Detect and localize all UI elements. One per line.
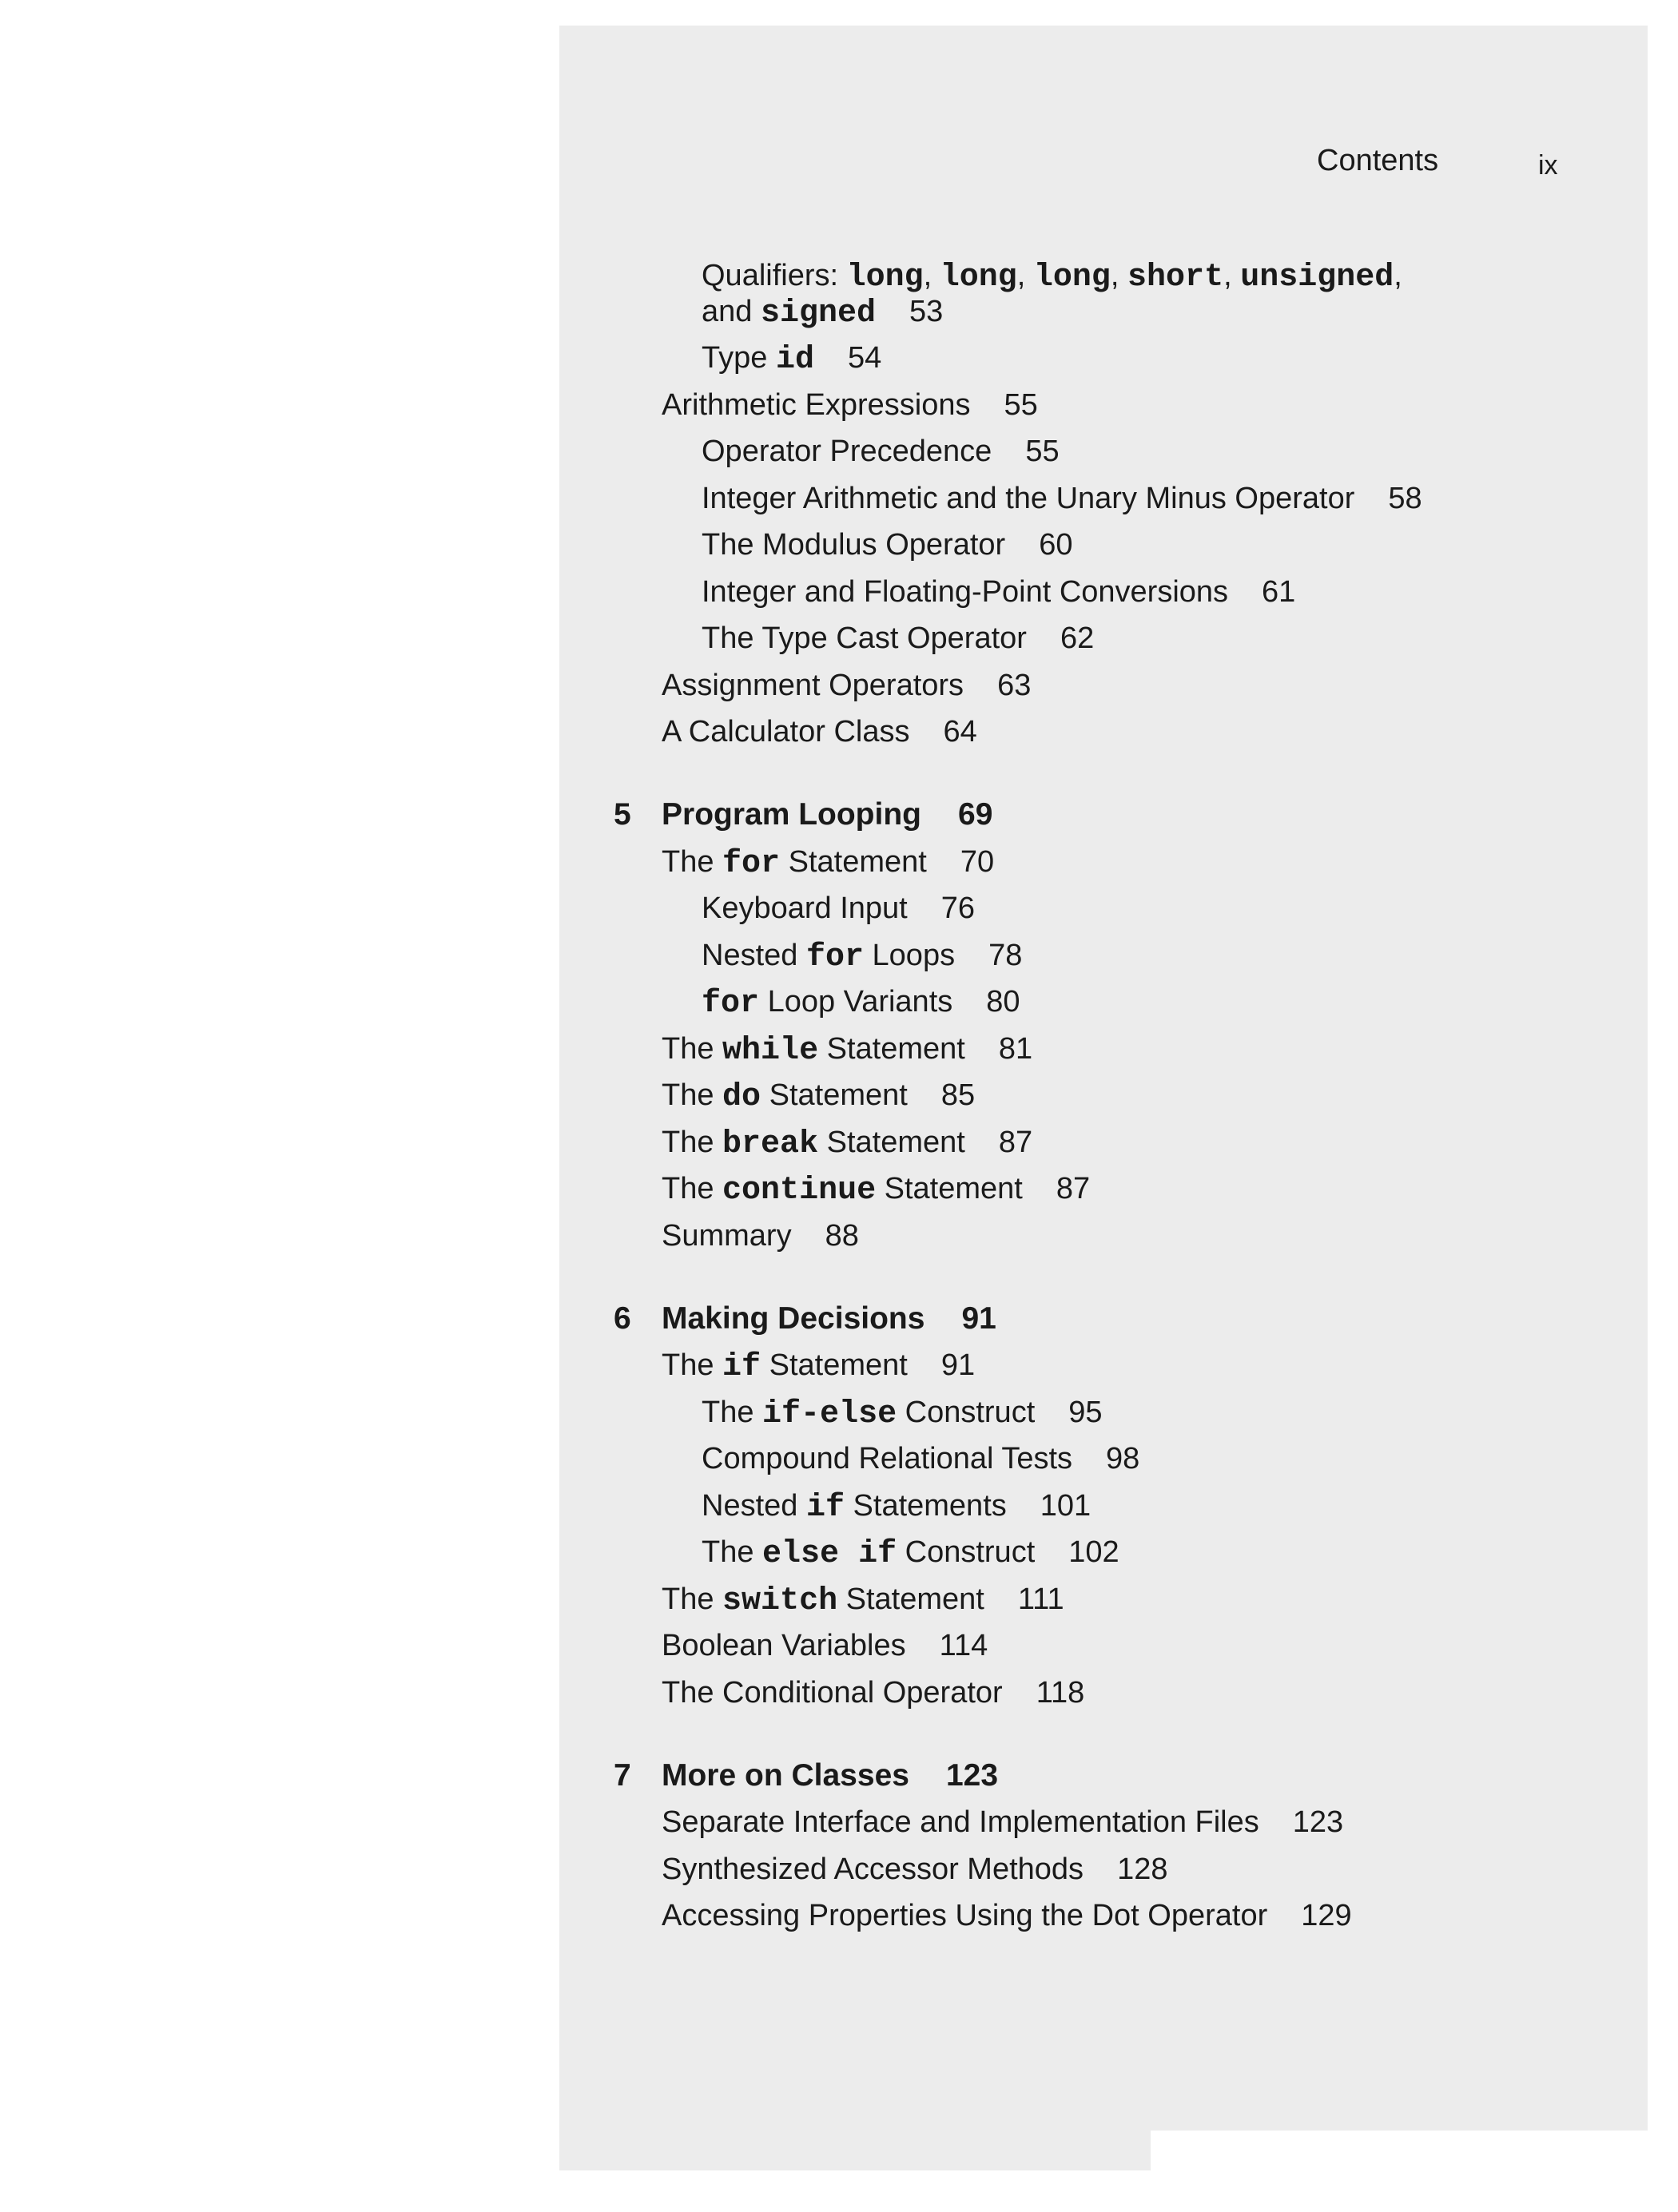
toc-entry-type-cast-operator: The Type Cast Operator 62 [702, 622, 1095, 655]
toc-entry-arithmetic-expressions: Arithmetic Expressions 55 [662, 388, 1038, 422]
toc-entry-modulus-operator: The Modulus Operator 60 [702, 528, 1073, 562]
page-ref: 70 [960, 845, 995, 879]
toc-entry-else-if-construct: The else if Construct 102 [702, 1535, 1119, 1572]
chapter-heading-7 [614, 1757, 999, 1794]
toc-entry-summary: Summary 88 [662, 1219, 859, 1253]
toc-entry-qualifiers-line2: and signed 53 [702, 295, 944, 332]
toc-entry-break-statement: The break Statement 87 [662, 1126, 1033, 1162]
page-ref: 78 [988, 939, 1023, 972]
page-edge-cutout [1151, 2131, 1678, 2212]
page-ref: 76 [940, 892, 976, 925]
toc-entry-for-statement: The for Statement 70 [662, 845, 995, 882]
chapter-number: 6 [614, 1301, 631, 1336]
page-ref: 55 [1004, 388, 1038, 422]
toc-entry-continue-statement: The continue Statement 87 [662, 1172, 1091, 1209]
toc-entry-for-loop-variants: for Loop Variants 80 [702, 985, 1020, 1022]
toc-entry-while-statement: The while Statement 81 [662, 1032, 1033, 1069]
chapter-heading-6 [614, 1301, 996, 1337]
toc-entry-do-statement: The do Statement 85 [662, 1078, 976, 1115]
page-ref: 101 [1040, 1489, 1091, 1523]
chapter-title: Making Decisions [662, 1301, 925, 1336]
page-ref: 123 [945, 1758, 999, 1793]
page-ref: 123 [1292, 1805, 1344, 1839]
chapter-number: 5 [614, 797, 631, 832]
page-ref: 80 [986, 985, 1020, 1019]
page-ref: 54 [847, 341, 882, 375]
toc-entry-keyboard-input: Keyboard Input 76 [702, 892, 976, 925]
toc-entry-nested-for-loops: Nested for Loops 78 [702, 939, 1023, 975]
page-ref: 91 [940, 1348, 976, 1382]
page-ref: 55 [1025, 435, 1060, 468]
page-ref: 95 [1068, 1396, 1103, 1429]
page-ref: 87 [998, 1126, 1033, 1159]
chapter-title: Program Looping [662, 797, 921, 832]
toc-entry-compound-relational: Compound Relational Tests 98 [702, 1442, 1140, 1475]
toc-entry-switch-statement: The switch Statement 111 [662, 1583, 1064, 1619]
page-ref: 129 [1301, 1899, 1352, 1932]
toc-entry-synthesized-accessor: Synthesized Accessor Methods 128 [662, 1853, 1168, 1886]
toc-entry-type-id: Type id 54 [702, 341, 882, 378]
page-ref: 58 [1388, 482, 1422, 515]
toc-entry-operator-precedence: Operator Precedence 55 [702, 435, 1060, 468]
page-ref: 111 [1017, 1583, 1064, 1616]
page-ref: 69 [958, 797, 993, 832]
page-number: ix [1538, 150, 1558, 181]
page-ref: 61 [1262, 575, 1296, 609]
page-ref: 81 [998, 1032, 1033, 1066]
toc-entry-qualifiers-line1: Qualifiers: long, long, long, short, unsigned, [702, 259, 1402, 296]
toc-entry-conditional-operator: The Conditional Operator 118 [662, 1676, 1085, 1710]
chapter-title: More on Classes [662, 1758, 909, 1793]
page-ref: 91 [961, 1301, 996, 1336]
page-ref: 85 [940, 1078, 976, 1112]
toc-entry-assignment-operators: Assignment Operators 63 [662, 669, 1032, 702]
page-ref: 98 [1106, 1442, 1140, 1475]
toc-entry-int-float-conversions: Integer and Floating-Point Conversions 61 [702, 575, 1296, 609]
chapter-heading-5 [614, 796, 993, 833]
toc-entry-integer-arithmetic: Integer Arithmetic and the Unary Minus Operator 58 [702, 482, 1422, 515]
toc-entry-if-statement: The if Statement 91 [662, 1348, 976, 1385]
page-ref: 64 [943, 715, 977, 749]
page-ref: 114 [939, 1629, 988, 1662]
page-ref: 88 [825, 1219, 859, 1253]
page-ref: 118 [1036, 1676, 1085, 1710]
running-head: Contents [1317, 144, 1439, 177]
toc-entry-nested-if: Nested if Statements 101 [702, 1489, 1091, 1526]
toc-entry-if-else-construct: The if-else Construct 95 [702, 1396, 1103, 1432]
toc-entry-dot-operator: Accessing Properties Using the Dot Operator 129 [662, 1899, 1352, 1932]
toc-entry-separate-interface: Separate Interface and Implementation Files 123 [662, 1805, 1344, 1839]
page-ref: 87 [1056, 1172, 1091, 1205]
page-ref: 128 [1117, 1853, 1168, 1886]
chapter-number: 7 [614, 1758, 631, 1793]
page-ref: 53 [909, 295, 944, 328]
page-ref: 63 [997, 669, 1032, 702]
toc-entry-boolean-variables: Boolean Variables 114 [662, 1629, 988, 1662]
page-ref: 60 [1039, 528, 1073, 562]
toc-entry-calculator-class: A Calculator Class 64 [662, 715, 977, 749]
page-ref: 102 [1068, 1535, 1119, 1569]
page-ref: 62 [1060, 622, 1095, 655]
